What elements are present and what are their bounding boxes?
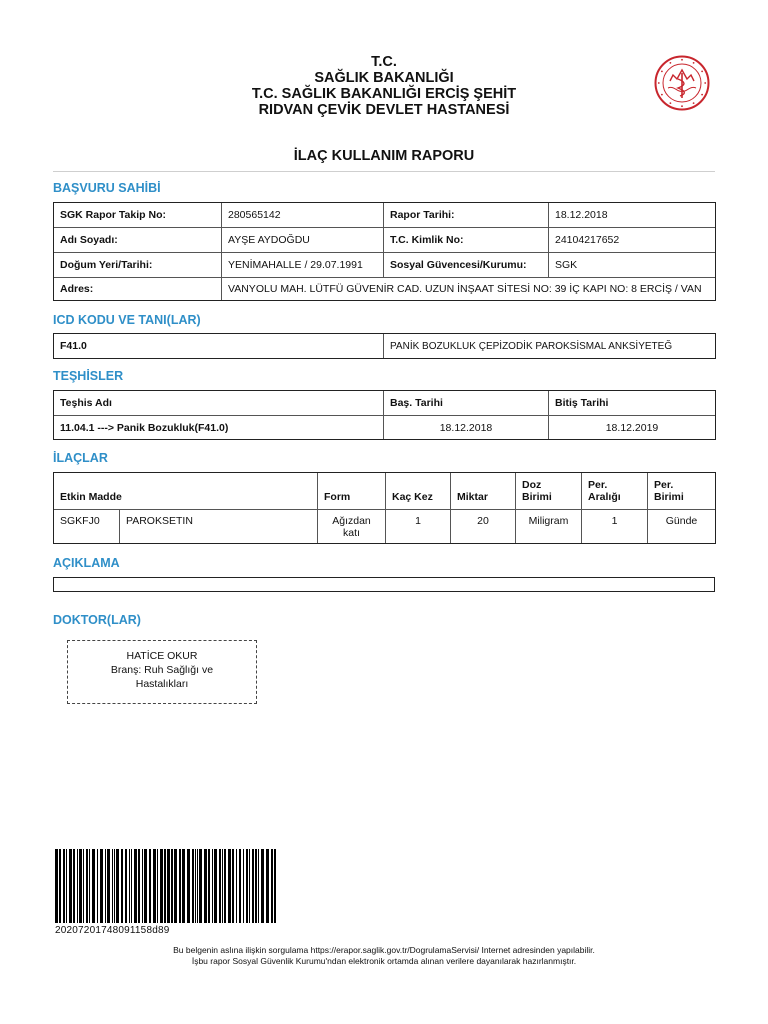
document-title: İLAÇ KULLANIM RAPORU: [293, 148, 475, 164]
drug-dose-unit: Miligram: [516, 510, 582, 544]
section-title-doctors: DOKTOR(LAR): [53, 613, 141, 627]
label-national-id: T.C. Kimlik No:: [384, 228, 549, 253]
value-full-name: AYŞE AYDOĞDU: [222, 228, 384, 253]
header-period-unit-line1: Per.: [654, 479, 674, 491]
label-address: Adres:: [54, 278, 222, 301]
doctor-name: HATİCE OKUR: [126, 650, 198, 662]
icd-code: F41.0: [54, 334, 384, 359]
drug-times: 1: [386, 510, 451, 544]
header-period-unit: [648, 473, 716, 510]
value-sgk-report-no: 280565142: [222, 203, 384, 228]
value-social-security: SGK: [549, 253, 716, 278]
diagnoses-table: [53, 390, 716, 440]
icd-table: [53, 333, 716, 359]
table-row: [54, 416, 716, 440]
header-line-3: T.C. SAĞLIK BAKANLIĞI ERCİŞ ŞEHİT: [251, 86, 517, 102]
value-national-id: 24104217652: [549, 228, 716, 253]
applicant-table: [53, 202, 716, 301]
doctor-card: [67, 640, 257, 704]
header-line-1: T.C.: [371, 54, 397, 70]
icd-diagnosis-name: PANİK BOZUKLUK ÇEPİZODİK PAROKSİSMAL ANKSİYETEĞ: [384, 334, 716, 359]
footer-line-1: Bu belgenin aslına ilişkin sorgulama https://erapor.saglik.gov.tr/DogrulamaServisi/ Internet adresinden yapılabilir.: [173, 945, 595, 955]
barcode-image: [55, 849, 278, 923]
drugs-table: [53, 472, 716, 544]
section-title-drugs: İLAÇLAR: [53, 451, 108, 465]
table-row: [54, 510, 716, 544]
doctor-branch-line1: Branş: Ruh Sağlığı ve: [110, 664, 214, 676]
value-address: VANYOLU MAH. LÜTFÜ GÜVENİR CAD. UZUN İNŞAAT SİTESİ NO: 39 İÇ KAPI NO: 8 ERCİŞ / VAN: [222, 278, 716, 301]
header-diagnosis-name: Teşhis Adı: [54, 391, 384, 416]
header-active-substance: Etkin Madde: [54, 473, 318, 510]
header-period-interval-line1: Per.: [588, 479, 608, 491]
header-dose-unit-line1: Doz: [522, 479, 542, 491]
table-header-row: [54, 473, 716, 510]
section-title-applicant: BAŞVURU SAHİBİ: [53, 181, 161, 195]
label-full-name: Adı Soyadı:: [54, 228, 222, 253]
table-header-row: [54, 391, 716, 416]
header-period-interval: [582, 473, 648, 510]
diagnosis-name: 11.04.1 ---> Panik Bozukluk(F41.0): [54, 416, 384, 440]
table-row: [54, 578, 715, 592]
header-line-4: RIDVAN ÇEVİK DEVLET HASTANESİ: [258, 102, 510, 118]
header-times: Kaç Kez: [386, 473, 451, 510]
table-row: [54, 334, 716, 359]
diagnosis-start-date: 18.12.2018: [384, 416, 549, 440]
footer-note: [100, 945, 668, 967]
drug-form-line2: katı: [343, 527, 360, 539]
drug-code: SGKFJ0: [54, 510, 120, 544]
barcode-number: 20207201748091158d89: [55, 925, 170, 936]
table-row: [54, 203, 716, 228]
value-report-date: 18.12.2018: [549, 203, 716, 228]
header-end-date: Bitiş Tarihi: [549, 391, 716, 416]
table-row: [54, 228, 716, 253]
header-period-unit-line2: Birimi: [654, 491, 684, 503]
header-dose-unit: [516, 473, 582, 510]
header-period-interval-line2: Aralığı: [588, 491, 621, 503]
label-sgk-report-no: SGK Rapor Takip No:: [54, 203, 222, 228]
description-text: [54, 578, 715, 592]
header-start-date: Baş. Tarihi: [384, 391, 549, 416]
diagnosis-end-date: 18.12.2019: [549, 416, 716, 440]
label-report-date: Rapor Tarihi:: [384, 203, 549, 228]
drug-period-unit: Günde: [648, 510, 716, 544]
label-birth-place-date: Doğum Yeri/Tarihi:: [54, 253, 222, 278]
drug-form: [318, 510, 386, 544]
drug-period-interval: 1: [582, 510, 648, 544]
label-social-security: Sosyal Güvencesi/Kurumu:: [384, 253, 549, 278]
header-amount: Miktar: [451, 473, 516, 510]
section-title-description: AÇIKLAMA: [53, 556, 120, 570]
drug-name: PAROKSETIN: [120, 510, 318, 544]
drug-form-line1: Ağızdan: [332, 515, 371, 527]
drug-amount: 20: [451, 510, 516, 544]
ministry-of-health-logo-icon: [654, 55, 710, 111]
description-table: [53, 577, 715, 592]
table-row: [54, 278, 716, 301]
table-row: [54, 253, 716, 278]
doctor-branch-line2: Hastalıkları: [135, 678, 189, 690]
section-title-icd: ICD KODU VE TANI(LAR): [53, 313, 201, 327]
header-form: Form: [318, 473, 386, 510]
header-dose-unit-line2: Birimi: [522, 491, 552, 503]
section-title-diagnoses: TEŞHİSLER: [53, 369, 124, 383]
footer-line-2: İşbu rapor Sosyal Güvenlik Kurumu'ndan elektronik ortamda alınan verilere dayanılarak hazırlanmıştır.: [191, 956, 577, 966]
title-divider: [53, 171, 715, 172]
value-birth-place-date: YENİMAHALLE / 29.07.1991: [222, 253, 384, 278]
hospital-header: [150, 54, 618, 118]
header-line-2: SAĞLIK BAKANLIĞI: [314, 70, 454, 86]
